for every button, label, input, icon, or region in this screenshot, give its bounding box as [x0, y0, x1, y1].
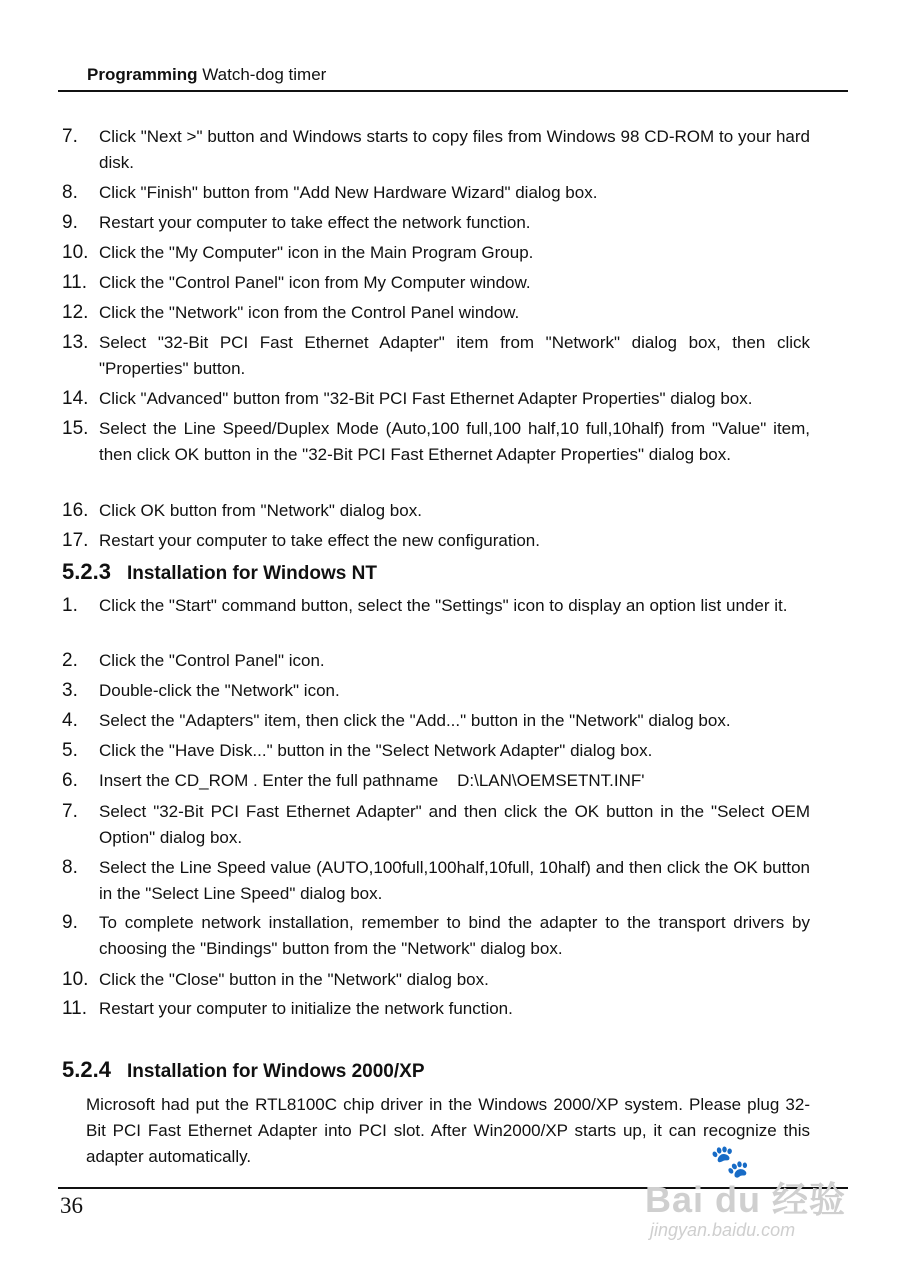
item-text: Click the "Network" icon from the Control Panel window. — [99, 303, 520, 322]
item-number: 10. — [62, 242, 89, 263]
item-number: 9. — [62, 912, 78, 933]
item-text: Restart your computer to take effect the new configuration. — [99, 531, 540, 550]
list-item — [62, 498, 810, 524]
item-text: Click the "Control Panel" icon. — [99, 651, 325, 670]
list-item — [62, 768, 810, 794]
list-item — [62, 180, 810, 206]
item-text: Click "Advanced" button from "32-Bit PCI Fast Ethernet Adapter Properties" dialog box. — [99, 389, 753, 408]
list-item — [62, 416, 810, 468]
item-text: Double-click the "Network" icon. — [99, 681, 340, 700]
item-number: 7. — [62, 126, 78, 147]
list-item — [62, 270, 810, 296]
item-text: Click the "Start" command button, select the "Settings" icon to display an option list under it. — [99, 596, 788, 615]
list-item — [62, 708, 810, 734]
item-text: Select the Line Speed value (AUTO,100full,100half,10full, 10half) and then click the OK button in the "Select Line Speed" dialog box. — [99, 858, 810, 903]
item-text: Click the "My Computer" icon in the Main Program Group. — [99, 243, 534, 262]
item-text: Click the "Have Disk..." button in the "Select Network Adapter" dialog box. — [99, 741, 653, 760]
list-item — [62, 738, 810, 764]
list-item — [62, 528, 810, 554]
watermark — [640, 1142, 855, 1247]
section-heading-nt — [62, 559, 377, 585]
item-number: 11. — [62, 272, 88, 293]
section-title: Installation for Windows NT — [126, 563, 377, 584]
section-heading-xp — [62, 1057, 425, 1083]
item-number: 16. — [62, 500, 89, 521]
item-number: 15. — [62, 418, 89, 439]
item-text: Restart your computer to take effect the network function. — [99, 213, 531, 232]
list-item — [62, 593, 810, 619]
list-item — [62, 678, 810, 704]
item-number: 7. — [62, 801, 78, 822]
item-text: Select the "Adapters" item, then click the "Add..." button in the "Network" dialog box. — [99, 711, 731, 730]
item-number: 14. — [62, 388, 89, 409]
item-number: 3. — [62, 680, 78, 701]
item-number: 1. — [62, 595, 78, 616]
list-item — [62, 386, 810, 412]
item-number: 6. — [62, 770, 78, 791]
item-number: 2. — [62, 650, 78, 671]
item-text: Select "32-Bit PCI Fast Ethernet Adapter" item from "Network" dialog box, then click "Properties" button. — [99, 333, 810, 378]
list-item — [62, 300, 810, 326]
header-rule — [58, 90, 848, 92]
item-text: Click "Next >" button and Windows starts to copy files from Windows 98 CD-ROM to your hard disk. — [99, 127, 810, 172]
item-text: Click the "Close" button in the "Network" dialog box. — [99, 970, 489, 989]
item-text: Select "32-Bit PCI Fast Ethernet Adapter" and then click the OK button in the "Select OEM Option" dialog box. — [99, 802, 810, 847]
item-text: Click OK button from "Network" dialog box. — [99, 501, 422, 520]
item-number: 8. — [62, 182, 78, 203]
list-item — [62, 967, 810, 993]
header-chapter: Programming — [87, 65, 198, 84]
item-text: Click the "Control Panel" icon from My Computer window. — [99, 273, 531, 292]
item-number: 9. — [62, 212, 78, 233]
watermark-brand: Bai du 经验 — [645, 1179, 847, 1220]
item-number: 17. — [62, 530, 89, 551]
list-item — [62, 210, 810, 236]
item-number: 4. — [62, 710, 78, 731]
list-item — [62, 330, 810, 382]
list-item — [62, 240, 810, 266]
section-number: 5.2.3 — [62, 559, 111, 584]
paw-icon: 🐾 — [710, 1143, 750, 1179]
list-item — [62, 799, 810, 851]
list-item — [62, 855, 810, 907]
item-number: 13. — [62, 332, 89, 353]
header-topic: Watch-dog timer — [197, 65, 327, 84]
item-number: 5. — [62, 740, 78, 761]
item-text: To complete network installation, remember to bind the adapter to the transport drivers by choosing the "Bindings" button from the "Network" dialog box. — [99, 913, 810, 958]
item-number: 10. — [62, 969, 89, 990]
item-text: Click "Finish" button from "Add New Hardware Wizard" dialog box. — [99, 183, 598, 202]
watermark-url: jingyan.baidu.com — [650, 1220, 796, 1240]
section-number: 5.2.4 — [62, 1057, 111, 1082]
page-number: 36 — [60, 1193, 83, 1218]
list-item — [62, 124, 810, 176]
list-item — [62, 996, 810, 1022]
item-number: 11. — [62, 998, 88, 1019]
running-header — [87, 65, 326, 85]
item-text: Restart your computer to initialize the network function. — [99, 999, 513, 1018]
list-item — [62, 648, 810, 674]
item-text: Select the Line Speed/Duplex Mode (Auto,100 full,100 half,10 full,10half) from "Value" item, then click OK button in the "32-Bit PCI Fast Ethernet Adapter Properties" dialog box. — [99, 419, 810, 464]
item-text: Insert the CD_ROM . Enter the full pathname D:\LAN\OEMSETNT.INF' — [99, 771, 645, 790]
item-number: 8. — [62, 857, 78, 878]
item-number: 12. — [62, 302, 89, 323]
list-item — [62, 910, 810, 962]
section-title: Installation for Windows 2000/XP — [126, 1061, 425, 1082]
section-paragraph: Microsoft had put the RTL8100C chip driver in the Windows 2000/XP system. Please plug 32-Bit PCI Fast Ethernet Adapter into PCI slot. After Win2000/XP starts up, it can recognize this adapter automatically. — [86, 1095, 810, 1166]
